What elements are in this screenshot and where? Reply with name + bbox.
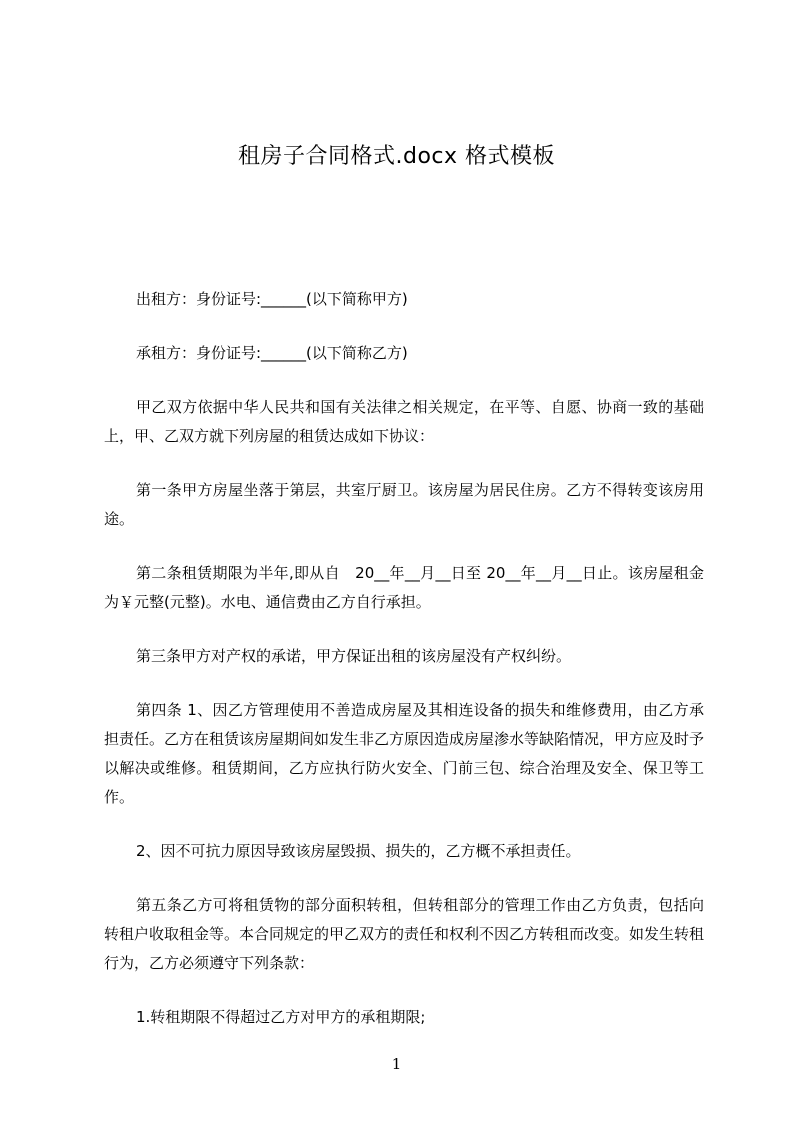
paragraph-preamble: 甲乙双方依据中华人民共和国有关法律之相关规定，在平等、自愿、协商一致的基础上，甲、乙双方就下列房屋的租赁达成如下协议： <box>104 398 704 445</box>
paragraph-article-2: 第二条租赁期限为半年,即从自 20__年__月__日至 20__年__月__日止。该房屋租金为￥元整(元整)。水电、通信费由乙方自行承担。 <box>104 564 704 611</box>
paragraph-lessee: 承租方：身份证号:______(以下简称乙方) <box>136 344 408 362</box>
document-body <box>104 285 704 1057</box>
page-number: 1 <box>391 1055 402 1073</box>
document-title: 租房子合同格式.docx 格式模板 <box>237 144 556 169</box>
paragraph-lessor: 出租方：身份证号:______(以下简称甲方) <box>136 290 408 308</box>
paragraph-article-5-item-1: 1.转租期限不得超过乙方对甲方的承租期限; <box>136 1008 426 1026</box>
paragraph-article-4: 第四条 1、因乙方管理使用不善造成房屋及其相连设备的损失和维修费用，由乙方承担责任。乙方在租赁该房屋期间如发生非乙方原因造成房屋渗水等缺陷情况，甲方应及时予以解决或维修。租赁期间，乙方应执行防火安全、门前三包、综合治理及安全、保卫等工作。 <box>104 701 705 806</box>
paragraph-article-1: 第一条甲方房屋坐落于第层，共室厅厨卫。该房屋为居民住房。乙方不得转变该房用途。 <box>104 481 704 528</box>
paragraph-article-4-item-2: 2、因不可抗力原因导致该房屋毁损、损失的，乙方概不承担责任。 <box>136 842 581 860</box>
paragraph-article-5: 第五条乙方可将租赁物的部分面积转租，但转租部分的管理工作由乙方负责，包括向转租户收取租金等。本合同规定的甲乙双方的责任和权利不因乙方转租而改变。如发生转租行为，乙方必须遵守下列条款： <box>104 896 705 972</box>
paragraph-article-3: 第三条甲方对产权的承诺，甲方保证出租的该房屋没有产权纠纷。 <box>136 647 572 665</box>
